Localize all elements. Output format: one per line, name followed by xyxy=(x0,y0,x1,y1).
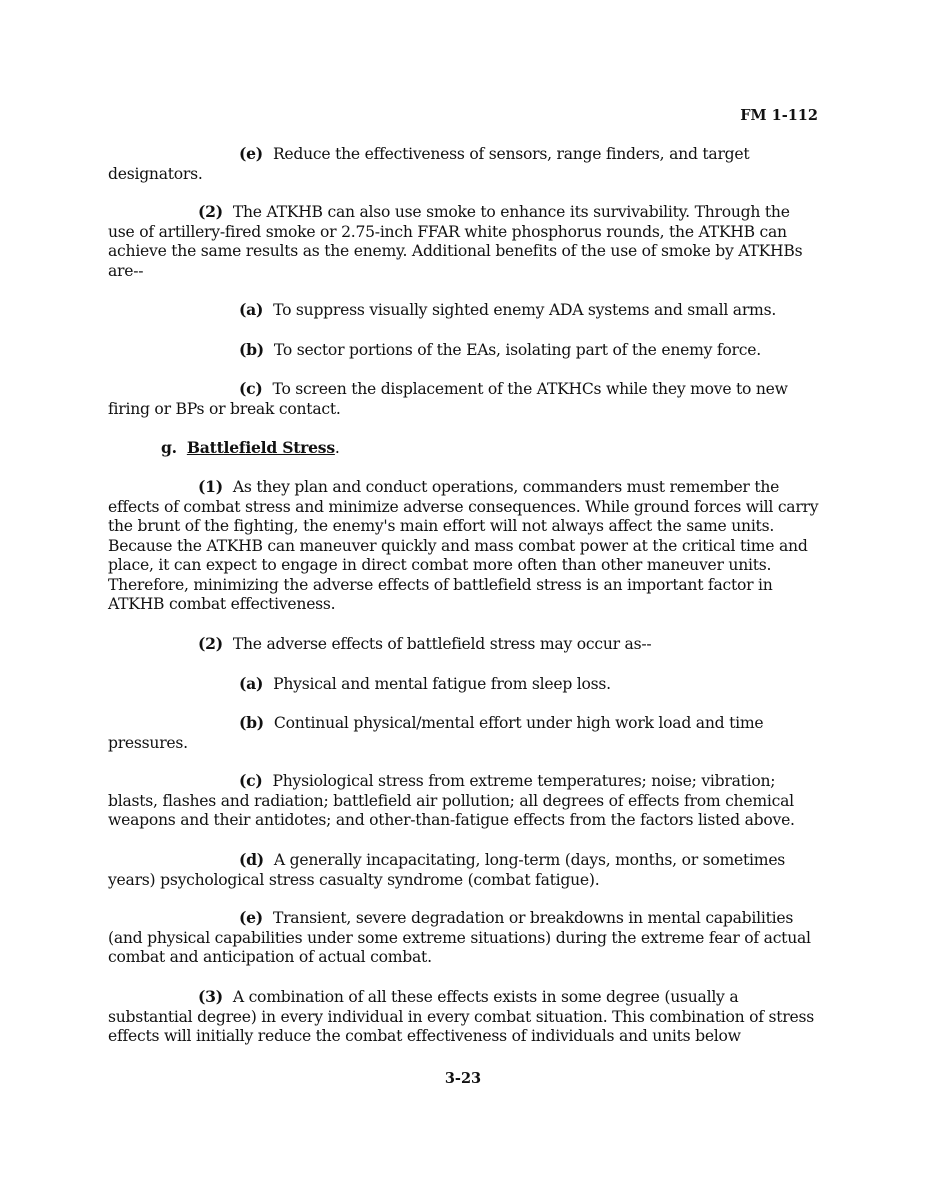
paragraph-label: (b) xyxy=(239,713,264,732)
section-label: g. xyxy=(161,438,177,457)
paragraph-text: To screen the displacement of the ATKHCs while they move to new firing or BPs or break contact. xyxy=(108,380,788,418)
paragraph-text: The ATKHB can also use smoke to enhance its survivability. Through the use of artillery-fired smoke or 2.75-inch FFAR white phosphorus rounds, the ATKHB can achieve the same results as the enemy. Additional benefits of the use of smoke by ATKHBs are-- xyxy=(108,203,803,280)
section-heading-g xyxy=(108,438,820,459)
paragraph-text: Physiological stress from extreme temperatures; noise; vibration; blasts, flashes and radiation; battlefield air pollution; all degrees of effects from chemical weapons and their antidotes; and other-than-fatigue effects from the factors listed above. xyxy=(108,772,795,829)
paragraph-label: (e) xyxy=(239,144,263,163)
paragraph-label: (2) xyxy=(198,634,223,653)
paragraph-2e-sensors xyxy=(108,144,820,184)
paragraph-2-adverse xyxy=(108,634,820,655)
document-id: FM 1-112 xyxy=(740,107,818,124)
paragraph-text: As they plan and conduct operations, commanders must remember the effects of combat stress and minimize adverse consequences. While ground forces will carry the brunt of the fighting, the enemy's main effort will not always affect the same units. Because the ATKHB can maneuver quickly and mass combat power at the critical time and place, it can expect to engage in direct combat more often than other maneuver units. Therefore, minimizing the adverse effects of battlefield stress is an important factor in ATKHB combat effectiveness. xyxy=(108,478,819,613)
paragraph-label: (2) xyxy=(198,202,223,221)
paragraph-label: (b) xyxy=(239,340,264,359)
paragraph-text: To suppress visually sighted enemy ADA systems and small arms. xyxy=(273,301,777,319)
paragraph-a-fatigue xyxy=(108,674,820,695)
paragraph-3-combination xyxy=(108,987,820,1047)
paragraph-text: Continual physical/mental effort under high work load and time pressures. xyxy=(108,714,764,752)
page-number: 3-23 xyxy=(444,1070,482,1087)
paragraph-label: (a) xyxy=(239,300,264,319)
paragraph-text: Transient, severe degradation or breakdowns in mental capabilities (and physical capabilities under some extreme situations) during the extreme fear of actual combat and anticipation of actual combat. xyxy=(108,909,811,966)
paragraph-label: (c) xyxy=(239,379,263,398)
paragraph-text: A generally incapacitating, long-term (days, months, or sometimes years) psychological stress casualty syndrome (combat fatigue). xyxy=(108,851,786,889)
paragraph-c-physiological xyxy=(108,771,820,831)
paragraph-c-screen xyxy=(108,379,820,419)
paragraph-label: (e) xyxy=(239,908,263,927)
paragraph-2-smoke xyxy=(108,202,820,281)
section-title-period: . xyxy=(334,439,340,457)
paragraph-label: (a) xyxy=(239,674,264,693)
paragraph-a-suppress xyxy=(108,300,820,321)
paragraph-e-transient xyxy=(108,908,820,968)
paragraph-d-incapacitating xyxy=(108,850,820,890)
section-title: Battlefield Stress xyxy=(186,438,335,457)
paragraph-label: (c) xyxy=(239,771,263,790)
paragraph-text: Physical and mental fatigue from sleep loss. xyxy=(273,675,611,693)
paragraph-label: (d) xyxy=(239,850,264,869)
paragraph-text: Reduce the effectiveness of sensors, range finders, and target designators. xyxy=(108,145,750,183)
paragraph-text: To sector portions of the EAs, isolating part of the enemy force. xyxy=(273,341,761,359)
paragraph-1-commanders xyxy=(108,477,820,615)
paragraph-text: A combination of all these effects exists in some degree (usually a substantial degree) in every individual in every combat situation. This combination of stress effects will initially reduce the combat effectiveness of individuals and units below xyxy=(108,988,814,1045)
paragraph-label: (1) xyxy=(198,477,223,496)
paragraph-b-sector xyxy=(108,340,820,361)
paragraph-text: The adverse effects of battlefield stress may occur as-- xyxy=(232,635,652,653)
paragraph-label: (3) xyxy=(198,987,223,1006)
paragraph-b-effort xyxy=(108,713,820,753)
